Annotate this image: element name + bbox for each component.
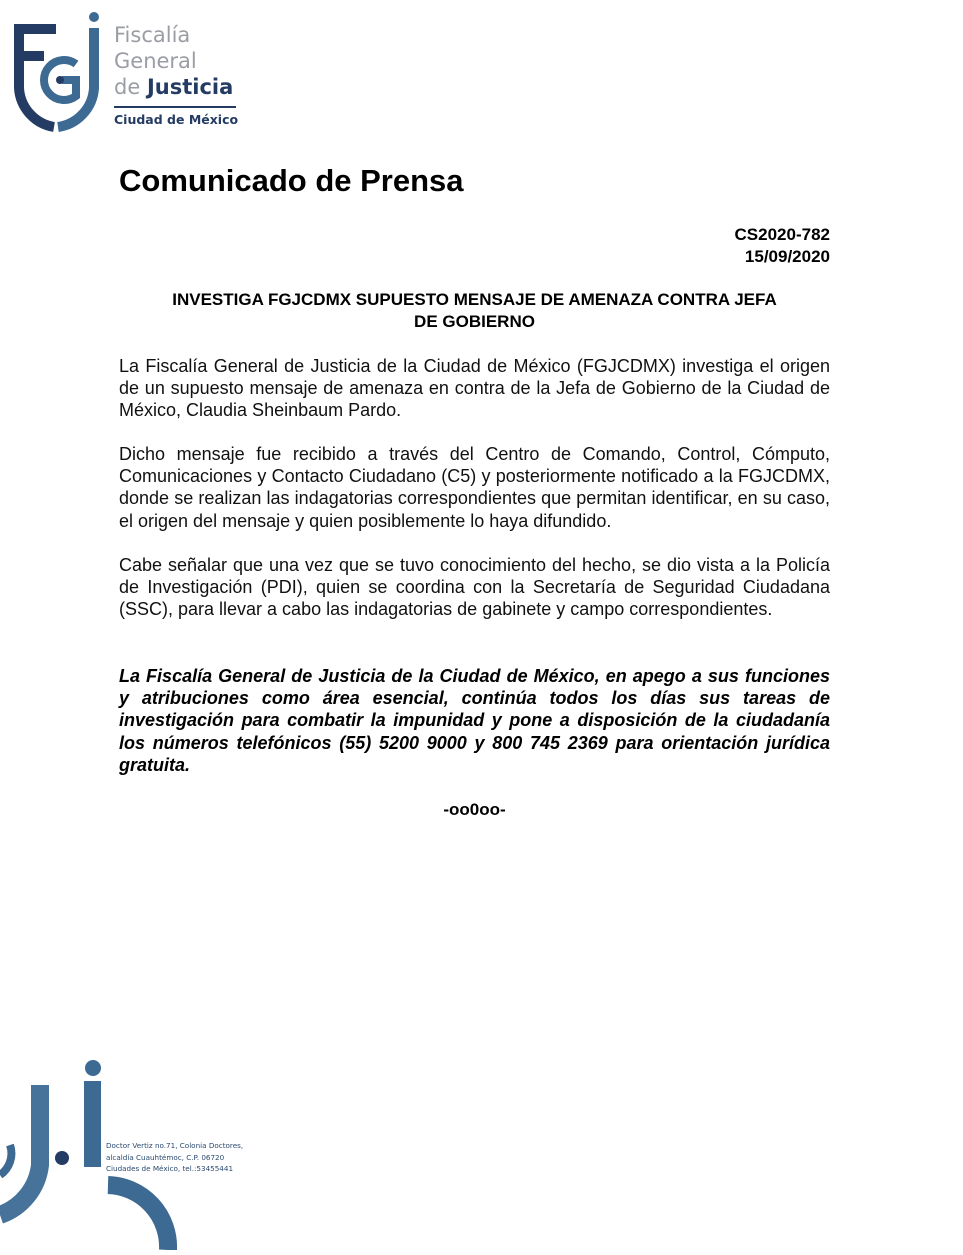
logo-divider xyxy=(114,106,236,108)
address-line-1: Doctor Vertiz no.71, Colonia Doctores, xyxy=(106,1141,244,1150)
org-line-1: Fiscalía xyxy=(114,23,191,47)
footer-address xyxy=(106,1140,243,1175)
closing-paragraph: La Fiscalía General de Justicia de la Ciudad de México, en apego a sus funciones y atribuciones como área esencial, continúa todos los días sus tareas de investigación para combatir la impunidad y pone a disposición de la ciudadanía los números telefónicos (55) 5200 9000 y 800 745 2369 para orientación jurídica gratuita. xyxy=(119,666,830,775)
address-line-2: alcaldía Cuauhtémoc, C.P. 06720 xyxy=(106,1152,225,1162)
headline-line-2: DE GOBIERNO xyxy=(414,312,535,331)
logo-wordmark xyxy=(114,22,238,127)
address-line-3: Ciudades de México, tel.:53455441 xyxy=(106,1164,234,1173)
body-paragraph-3: Cabe señalar que una vez que se tuvo conocimiento del hecho, se dio vista a la Policía de Investigación (PDI), quien se coordina con la Secretaría de Seguridad Ciudadana (SSC), para llevar a cabo las indagatorias de gabinete y campo correspondientes. xyxy=(119,555,830,620)
reference-code: CS2020-782 xyxy=(734,225,830,244)
fgj-logo xyxy=(14,12,254,134)
org-line-3 xyxy=(114,74,238,100)
body-paragraph-1: La Fiscalía General de Justicia de la Ciudad de México (FGJCDMX) investiga el origen de un supuesto mensaje de amenaza en contra de la Jefa de Gobierno de la Ciudad de México, Claudia Sheinbaum Pardo. xyxy=(119,356,830,421)
document-heading: Comunicado de Prensa xyxy=(119,163,464,198)
reference-block xyxy=(735,224,830,268)
org-city: Ciudad de México xyxy=(114,112,239,127)
org-line-3-prefix: de xyxy=(114,75,141,99)
headline-line-1: INVESTIGA FGJCDMX SUPUESTO MENSAJE DE AMENAZA CONTRA JEFA xyxy=(172,290,777,309)
org-line-3-bold: Justicia xyxy=(146,75,234,99)
document-date: 15/09/2020 xyxy=(744,247,830,266)
org-line-2: General xyxy=(114,49,197,73)
fgj-monogram-icon xyxy=(14,12,106,134)
end-mark: -oo0oo- xyxy=(443,800,506,819)
body-paragraph-2: Dicho mensaje fue recibido a través del Centro de Comando, Control, Cómputo, Comunicaciones y Contacto Ciudadano (C5) y posteriormente notificado a la FGJCDMX, donde se realizan las indagatorias correspondientes que permitan identificar, en su caso, el origen del mensaje y quien posiblemente lo haya difundido. xyxy=(119,444,830,531)
headline xyxy=(119,289,830,333)
